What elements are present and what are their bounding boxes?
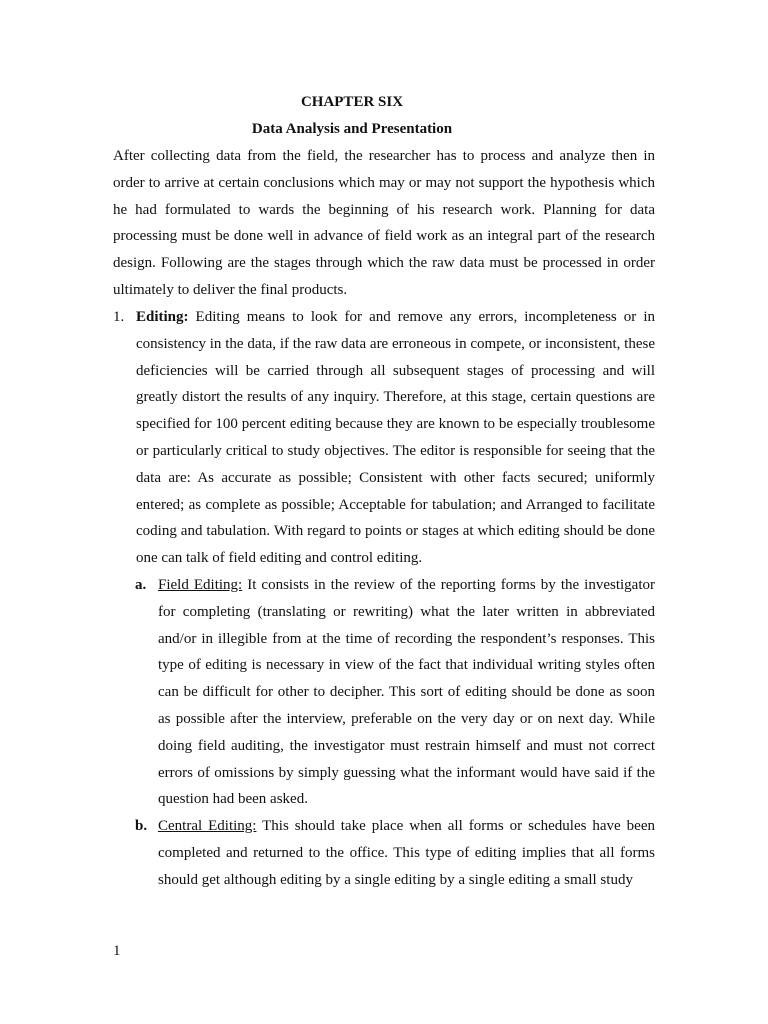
section-title: Data Analysis and Presentation: [251, 121, 453, 137]
list-item-text: Editing means to look for and remove any errors, incompleteness or in consistency in the data, if the raw data are erroneous in compete, or inconsistent, these deficiencies will be carried through all subsequent stages of processing and will greatly distort the results of any inquiry. Therefore, at this stage, certain questions are specified for 100 percent editing because they are known to be especially troublesome or particularly critical to study objectives. The editor is responsible for seeing that the data are: As accurate as possible; Consistent with other facts secured; uniformly entered; as complete as possible; Acceptable for tabulation; and Arranged to facilitate coding and tabulation. With regard to points or stages at which editing should be done one can talk of field editing and control editing.: [136, 309, 655, 567]
chapter-title: CHAPTER SIX: [300, 94, 404, 110]
intro-paragraph: After collecting data from the field, the researcher has to process and analyze then in order to arrive at certain conclusions which may or may not support the hypothesis which he had formulated to wards the beginning of his research work. Planning for data processing must be done well in advance of field work as an integral part of the research design. Following are the stages through which the raw data must be processed in order ultimately to deliver the final products.: [113, 148, 655, 298]
page-number: 1: [113, 943, 121, 959]
sub-item-paragraph: [158, 572, 655, 813]
list-item-term: Editing:: [136, 309, 189, 325]
list-item-paragraph: [136, 304, 655, 572]
list-item-number: 1.: [113, 309, 125, 325]
sub-item-central-editing: [113, 813, 655, 893]
numbered-list: [113, 304, 655, 894]
sub-item-term: Field Editing:: [158, 576, 243, 593]
sub-item-text: This should take place when all forms or schedules have been completed and returned to the office. This type of editing implies that all forms should get although editing by a single editing by a single editing a small study: [158, 818, 655, 888]
list-item-editing: [113, 304, 655, 572]
sub-item-letter: b.: [135, 818, 148, 835]
sub-item-term: Central Editing:: [158, 818, 257, 835]
sub-item-field-editing: [113, 572, 655, 813]
sub-item-text: It consists in the review of the reporting forms by the investigator for completing (translating or rewriting) what the later written in abbreviated and/or in illegible from at the time of recording the respondent’s responses. This type of editing is necessary in view of the fact that individual writing styles often can be difficult for other to decipher. This sort of editing should be done as soon as possible after the interview, preferable on the very day or on next day. While doing field auditing, the investigator must restrain himself and must not correct errors of omissions by simply guessing what the informant would have said if the question had been asked.: [158, 576, 655, 808]
sub-item-letter: a.: [135, 576, 147, 593]
sub-item-paragraph: [158, 813, 655, 893]
